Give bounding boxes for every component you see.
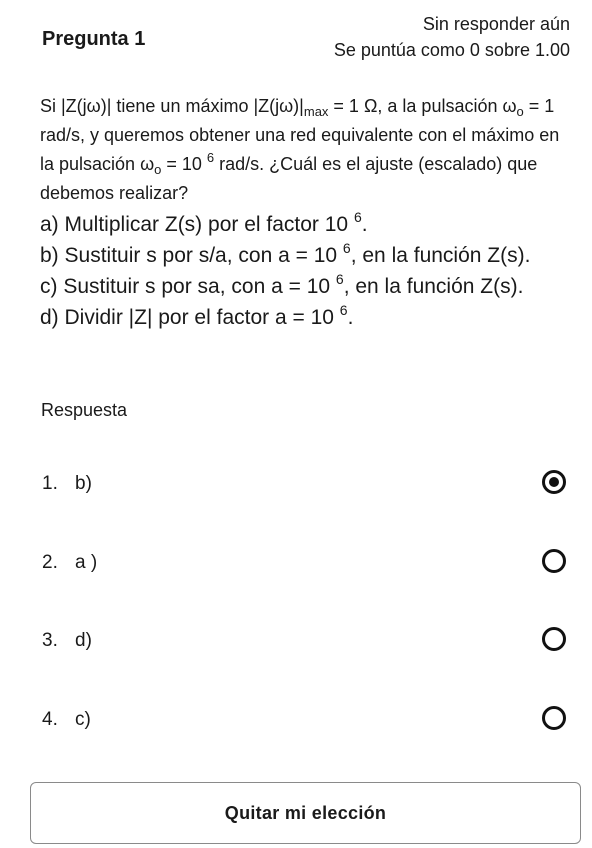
option-d bbox=[40, 302, 570, 333]
question-header bbox=[0, 0, 592, 80]
question-text bbox=[40, 92, 570, 208]
choice-label: a ) bbox=[75, 552, 98, 573]
option-a-exponent: 6 bbox=[353, 209, 362, 225]
choice-number: 1. bbox=[42, 473, 58, 494]
radio-dot-icon bbox=[549, 477, 559, 487]
question-title: Pregunta 1 bbox=[42, 28, 146, 50]
radio-button-selected[interactable] bbox=[542, 470, 566, 494]
question-grade: Se puntúa como 0 sobre 1.00 bbox=[333, 40, 570, 60]
option-list bbox=[40, 209, 570, 333]
option-d-exponent: 6 bbox=[339, 302, 348, 318]
option-c-exponent: 6 bbox=[335, 271, 344, 287]
option-c-text: c) Sustituir s por sa, con a = 10 bbox=[40, 275, 336, 298]
choice-number: 3. bbox=[42, 630, 58, 651]
option-b bbox=[40, 240, 570, 271]
question-part-4: = 10 bbox=[161, 154, 207, 174]
choice-label: b) bbox=[75, 473, 92, 494]
question-status: Sin responder aún bbox=[422, 14, 570, 34]
choice-label: d) bbox=[75, 630, 92, 651]
option-b-end: , en la función Z(s). bbox=[350, 244, 531, 267]
option-a-text: a) Multiplicar Z(s) por el factor 10 bbox=[40, 213, 354, 236]
option-a-end: . bbox=[361, 213, 368, 236]
answer-choice-3[interactable] bbox=[0, 620, 592, 664]
answer-choice-2[interactable] bbox=[0, 542, 592, 586]
superscript-exponent: 6 bbox=[206, 150, 215, 165]
subscript-o-2: o bbox=[154, 162, 162, 177]
option-b-exponent: 6 bbox=[342, 240, 351, 256]
choice-number: 2. bbox=[42, 552, 58, 573]
option-d-end: . bbox=[347, 306, 354, 329]
option-a bbox=[40, 209, 570, 240]
subscript-o-1: o bbox=[516, 104, 524, 119]
clear-choice-button[interactable]: Quitar mi elección bbox=[30, 782, 581, 844]
answer-choice-4[interactable] bbox=[0, 699, 592, 743]
radio-button[interactable] bbox=[542, 549, 566, 573]
answer-label: Respuesta bbox=[41, 400, 128, 420]
question-part-1: Si |Z(jω)| tiene un máximo |Z(jω)| bbox=[40, 96, 304, 116]
radio-button[interactable] bbox=[542, 627, 566, 651]
choice-label: c) bbox=[75, 709, 91, 730]
question-part-3: = 1 rad/s, y queremos obtener una red equivalente con el máximo en la pulsación ω bbox=[40, 96, 560, 174]
option-d-text: d) Dividir |Z| por el factor a = 10 bbox=[40, 306, 340, 329]
question-part-5: rad/s. ¿Cuál es el ajuste (escalado) que debemos realizar? bbox=[40, 154, 538, 203]
subscript-max: max bbox=[303, 104, 329, 119]
option-c bbox=[40, 271, 570, 302]
question-part-2: = 1 Ω, a la pulsación ω bbox=[328, 96, 517, 116]
choice-number: 4. bbox=[42, 709, 58, 730]
option-c-end: , en la función Z(s). bbox=[343, 275, 524, 298]
answer-choice-1[interactable] bbox=[0, 463, 592, 507]
radio-button[interactable] bbox=[542, 706, 566, 730]
option-b-text: b) Sustituir s por s/a, con a = 10 bbox=[40, 244, 343, 267]
